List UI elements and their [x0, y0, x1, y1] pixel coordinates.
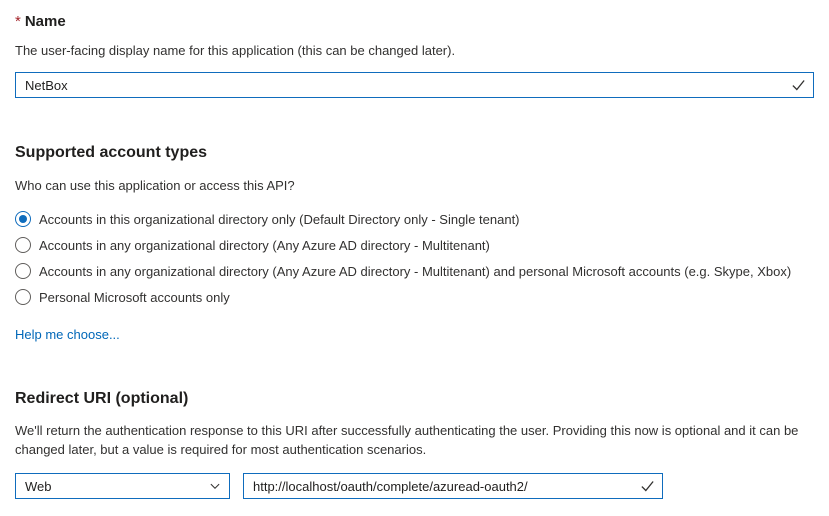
account-type-option-multitenant[interactable] [15, 232, 814, 258]
help-me-choose-link[interactable]: Help me choose... [15, 327, 120, 342]
account-type-option-label: Personal Microsoft accounts only [39, 289, 230, 305]
account-type-option-label: Accounts in any organizational directory (Any Azure AD directory - Multitenant) and personal Microsoft accounts (e.g. Skype, Xbox) [39, 263, 792, 279]
platform-select-value: Web [25, 478, 52, 494]
redirect-uri-heading: Redirect URI (optional) [15, 390, 189, 407]
name-description: The user-facing display name for this application (this can be changed later). [15, 43, 456, 58]
supported-account-types-heading: Supported account types [15, 144, 208, 161]
account-type-option-multitenant-personal[interactable] [15, 258, 814, 284]
account-type-option-single-tenant[interactable] [15, 206, 814, 232]
radio-button-icon [15, 263, 31, 279]
account-type-radio-group [15, 206, 814, 310]
account-types-question: Who can use this application or access this API? [15, 178, 295, 193]
account-type-option-label: Accounts in this organizational directory only (Default Directory only - Single tenant) [39, 211, 520, 227]
redirect-uri-input-container [243, 473, 663, 499]
redirect-uri-description: We'll return the authentication response to this URI after successfully authenticating the user. Providing this now is optional and it can be changed later, but a value is required for most authentication scenarios. [15, 423, 799, 457]
account-type-option-label: Accounts in any organizational directory (Any Azure AD directory - Multitenant) [39, 237, 490, 253]
redirect-uri-input[interactable] [243, 473, 663, 499]
name-field-label [15, 12, 814, 32]
radio-button-icon [15, 289, 31, 305]
name-label-text: Name [24, 13, 66, 30]
platform-select[interactable] [15, 473, 230, 499]
name-input[interactable] [15, 72, 814, 98]
required-marker: * [15, 13, 21, 30]
radio-button-icon [15, 237, 31, 253]
name-input-container [15, 72, 814, 98]
redirect-uri-row [15, 473, 814, 499]
account-type-option-personal-only[interactable] [15, 284, 814, 310]
radio-button-icon [15, 211, 31, 227]
chevron-down-icon [209, 480, 221, 492]
